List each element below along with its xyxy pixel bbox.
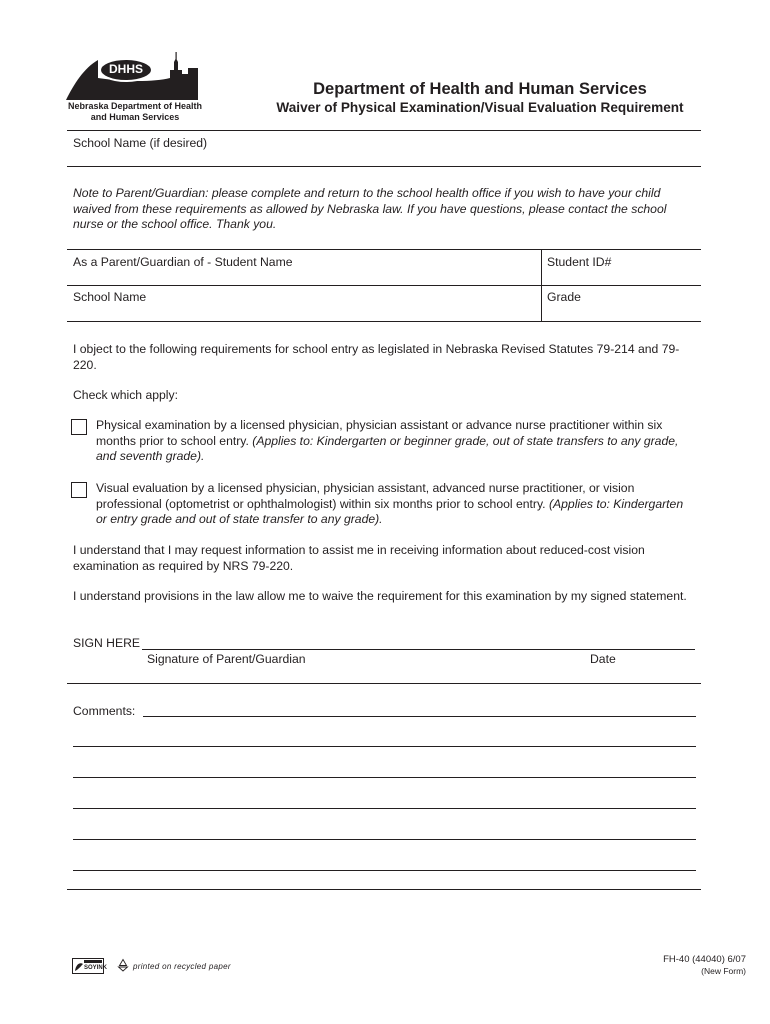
agency-name	[64, 101, 206, 123]
objection-statement: I object to the following requirements for school entry as legislated in Nebraska Revised Statutes 79-214 and 79-220.	[73, 342, 680, 372]
form-number: FH-40 (44040) 6/07	[663, 954, 746, 965]
student-name-label: As a Parent/Guardian of - Student Name	[73, 255, 293, 269]
check-prompt: Check which apply:	[73, 388, 178, 402]
form-status: (New Form)	[701, 966, 746, 976]
comments-line-1[interactable]	[143, 716, 696, 717]
student-name-field[interactable]	[68, 250, 540, 284]
school-name-desired-label: School Name (if desired)	[73, 136, 208, 150]
skyline-logo-icon	[64, 48, 204, 106]
recycled-paper-note: printed on recycled paper	[133, 962, 231, 971]
comments-line-3[interactable]	[73, 777, 696, 778]
school-name-label: School Name	[73, 290, 147, 304]
recycle-icon	[116, 958, 130, 972]
visual-eval-checkbox[interactable]	[71, 482, 87, 498]
physical-exam-text: Physical examination by a licensed physician, physician assistant or advance nurse practitioner within six months prior to school entry.	[96, 418, 663, 448]
field-divider	[541, 249, 542, 321]
grade-field[interactable]	[542, 286, 700, 320]
understand-statement-2: I understand provisions in the law allow me to waive the requirement for this examination by my signed statement.	[73, 589, 687, 603]
physical-exam-applies: (Applies to: Kindergarten or beginner grade, out of state transfers to any grade, and seventh grade).	[96, 433, 679, 463]
visual-eval-applies: (Applies to: Kindergarten or entry grade and out of state transfer to any grade).	[96, 496, 684, 526]
comments-line-4[interactable]	[73, 808, 696, 809]
dhhs-logo	[64, 48, 204, 106]
student-id-field[interactable]	[542, 250, 700, 284]
physical-exam-option	[96, 418, 692, 465]
page-title: Department of Health and Human Services	[313, 80, 647, 98]
rule-comments-top	[67, 683, 701, 684]
comments-line-2[interactable]	[73, 746, 696, 747]
parent-note: Note to Parent/Guardian: please complete and return to the school health office if you wish to have your child waived from these requirements as allowed by Nebraska law. If you have questions, please contact the school nurse or the school office. Thank you.	[73, 186, 667, 231]
sign-here-label: SIGN HERE	[73, 636, 141, 650]
signature-line[interactable]	[142, 649, 695, 650]
rule-top	[67, 130, 701, 131]
page-subtitle: Waiver of Physical Examination/Visual Evaluation Requirement	[276, 100, 684, 115]
school-name-desired-field[interactable]	[230, 132, 700, 166]
student-id-label: Student ID#	[547, 255, 612, 269]
comments-line-5[interactable]	[73, 839, 696, 840]
soy-ink-logo	[72, 958, 108, 974]
visual-eval-option	[96, 481, 692, 528]
rule-school-desired	[67, 166, 701, 167]
rule-bottom	[67, 889, 701, 890]
agency-line-2: and Human Services	[90, 112, 180, 122]
rule-student-bottom	[67, 321, 701, 322]
school-name-field[interactable]	[68, 286, 540, 320]
soy-ink-text: SOYINK	[84, 965, 108, 971]
grade-label: Grade	[547, 290, 581, 304]
signature-label: Signature of Parent/Guardian	[147, 652, 306, 666]
date-label: Date	[590, 652, 616, 666]
comments-label: Comments:	[73, 704, 136, 718]
agency-line-1: Nebraska Department of Health	[67, 101, 203, 111]
logo-acronym: DHHS	[108, 62, 143, 76]
understand-statement-1: I understand that I may request information to assist me in receiving information about reduced-cost vision examination as required by NRS 79-220.	[73, 543, 645, 573]
comments-line-6[interactable]	[73, 870, 696, 871]
visual-eval-text: Visual evaluation by a licensed physician, physician assistant, advanced nurse practitioner, or vision professional (optometrist or ophthalmologist) within six months prior to school entry.	[96, 481, 635, 511]
physical-exam-checkbox[interactable]	[71, 419, 87, 435]
